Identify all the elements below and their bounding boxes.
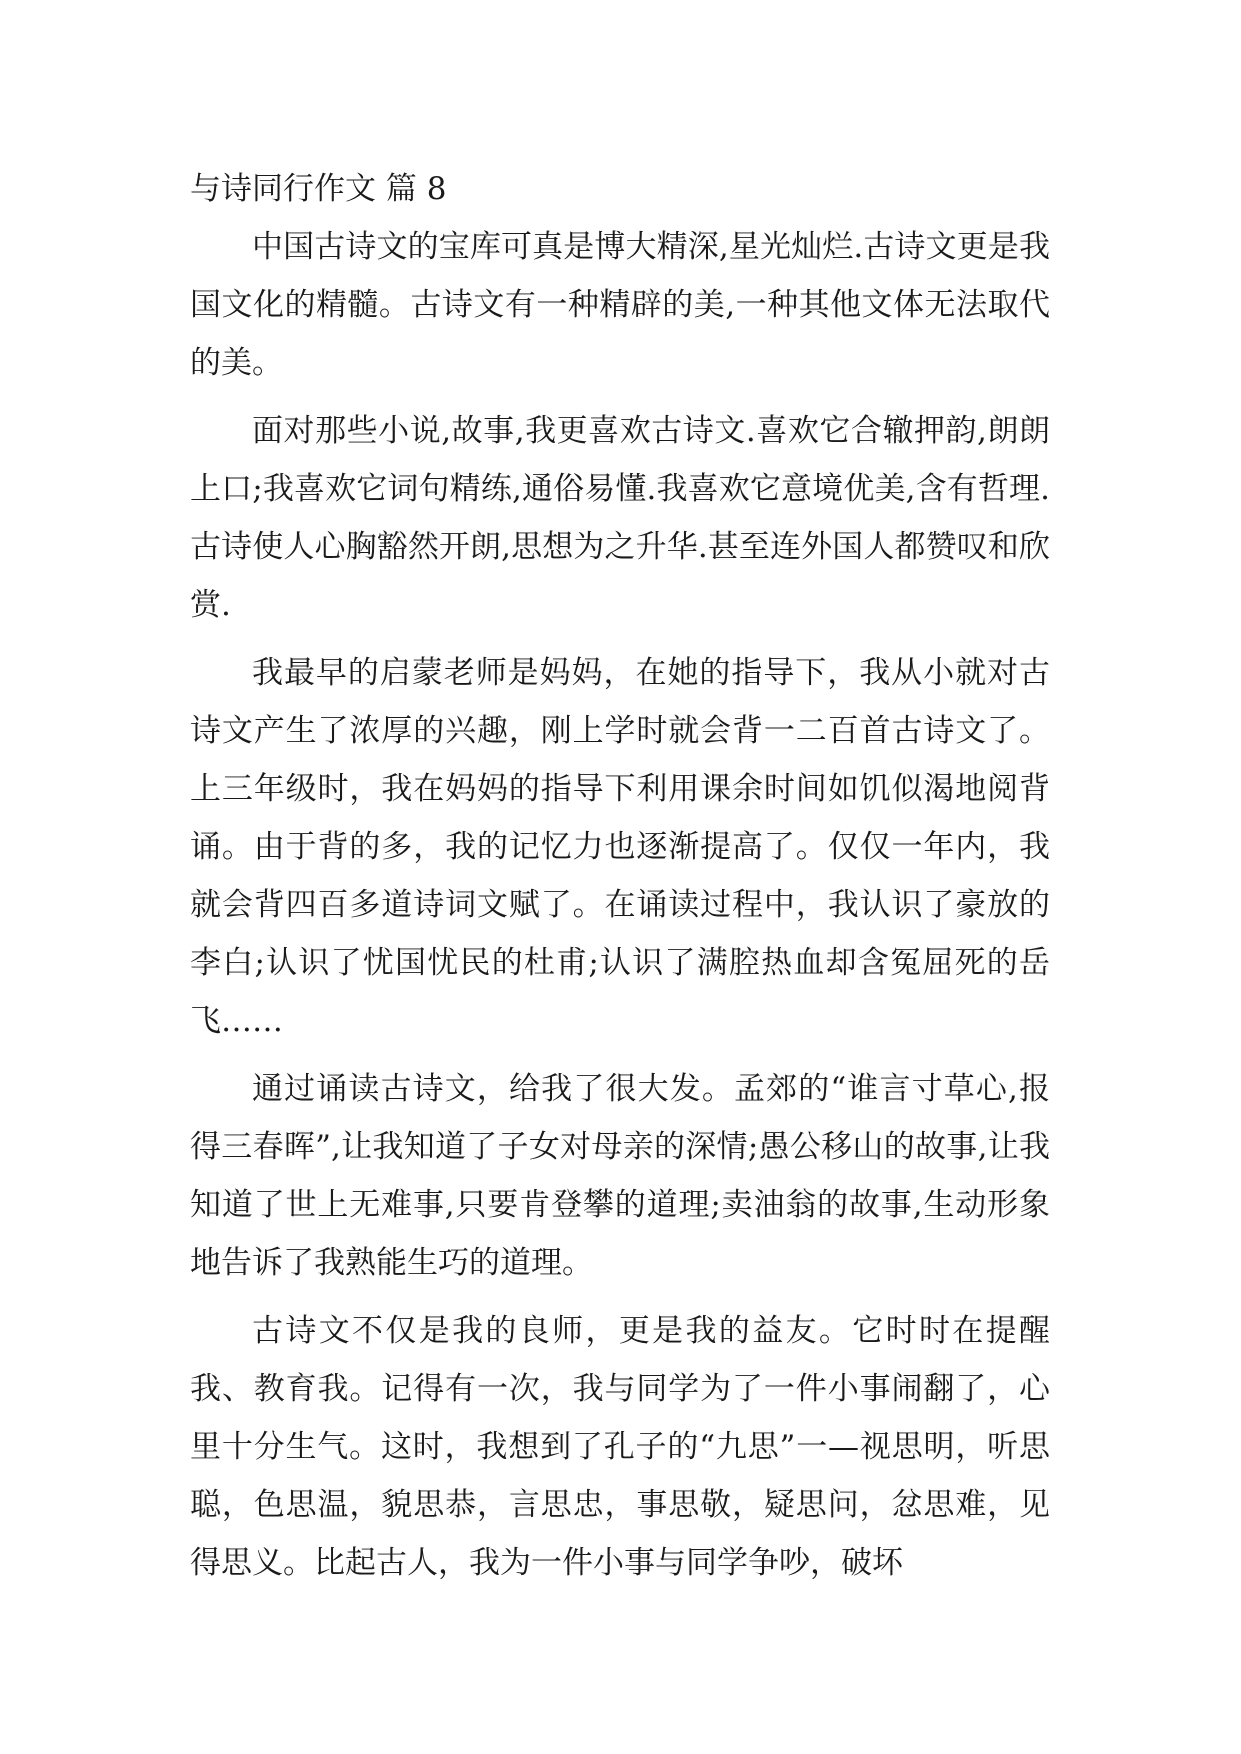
paragraph: 通过诵读古诗文，给我了很大发。孟郊的“谁言寸草心,报得三春晖”,让我知道了子女对母亲的深情;愚公移山的故事,让我知道了世上无难事,只要肯登攀的道理;卖油翁的故事,生动形象地告诉了我熟能生巧的道理。 [190, 1071, 1050, 1281]
paragraph: 古诗文不仅是我的良师，更是我的益友。它时时在提醒我、教育我。记得有一次，我与同学为了一件小事闹翻了，心里十分生气。这时，我想到了孔子的“九思”一—视思明，听思聪，色思温，貌思恭，言思忠，事思敬，疑思问，忿思难，见得思义。比起古人，我为一件小事与同学争吵，破坏 [190, 1313, 1050, 1581]
paragraph: 中国古诗文的宝库可真是博大精深,星光灿烂.古诗文更是我国文化的精髓。古诗文有一种精辟的美,一种其他文体无法取代的美。 [190, 229, 1050, 381]
paragraph: 面对那些小说,故事,我更喜欢古诗文.喜欢它合辙押韵,朗朗上口;我喜欢它词句精练,通俗易懂.我喜欢它意境优美,含有哲理.古诗使人心胸豁然开朗,思想为之升华.甚至连外国人都赞叹和欣赏. [190, 413, 1050, 623]
paragraph: 我最早的启蒙老师是妈妈，在她的指导下，我从小就对古诗文产生了浓厚的兴趣，刚上学时就会背一二百首古诗文了。上三年级时，我在妈妈的指导下利用课余时间如饥似渴地阅背诵。由于背的多，我的记忆力也逐渐提高了。仅仅一年内，我就会背四百多道诗词文赋了。在诵读过程中，我认识了豪放的李白;认识了忧国忧民的杜甫;认识了满腔热血却含冤屈死的岳飞…… [190, 655, 1050, 1039]
essay-title: 与诗同行作文 篇 8 [190, 171, 447, 207]
document-body [190, 160, 1050, 1592]
